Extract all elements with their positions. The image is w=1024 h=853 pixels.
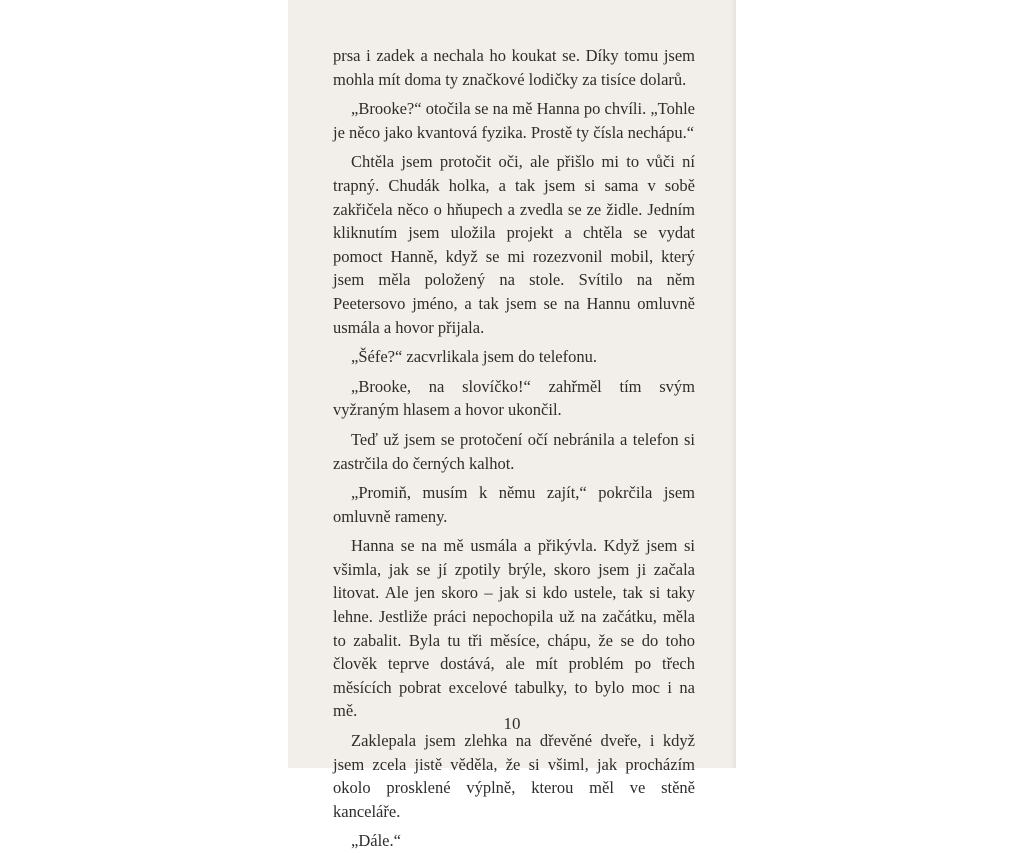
paragraph: Zaklepala jsem zlehka na dřevěné dveře, i když jsem zcela jistě věděla, že si všiml, jak procházím okolo prosklené výplně, kterou měl ve stěně kanceláře. — [333, 731, 695, 821]
paragraph: „Dále.“ — [351, 831, 401, 851]
paragraph: „Promiň, musím k němu zajít,“ pokrčila jsem omluvně rameny. — [333, 483, 695, 526]
paragraph: prsa i zadek a nechala ho koukat se. Díky tomu jsem mohla mít doma ty značkové lodičky za tisíce dolarů. — [333, 46, 695, 89]
paragraph: Teď už jsem se protočení očí nebránila a telefon si zastrčila do černých kalhot. — [333, 429, 695, 473]
paragraph: Chtěla jsem protočit oči, ale přišlo mi to vůči ní trapný. Chudák holka, a tak jsem si sama v sobě zakřičela něco o hňupech a zvedla se ze židle. Jedním kliknutím jsem uložila projekt a chtěla se vydat pomoct Hanně, když se mi rozezvonil mobil, který jsem měla položený na stole. Svítilo na něm Peetersovo jméno, a tak jsem se na Hannu omluvně usmála a hovor přijala. — [333, 152, 695, 337]
page-number: 10 — [503, 714, 521, 733]
paragraph: „Brooke, na slovíčko!“ zahřměl tím svým vyžraným hlasem a hovor ukončil. — [333, 376, 695, 420]
book-page — [288, 0, 736, 851]
paragraph: „Brooke?“ otočila se na mě Hanna po chvíli. „Tohle je něco jako kvantová fyzika. Prostě ty čísla nechápu.“ — [333, 99, 695, 142]
paragraph: „Šéfe?“ zacvrlikala jsem do telefonu. — [351, 347, 598, 367]
paragraph: Hanna se na mě usmála a přikývla. Když jsem si všimla, jak se jí zpotily brýle, skoro jsem ji začala litovat. Ale jen skoro – jak si kdo ustele, tak si taky lehne. Jestliže práci nepochopila už na začátku, měla to zabalit. Byla tu tři měsíce, chápu, že se do toho člověk teprve dostává, ale mít problém po třech měsících pobrat excelové tabulky, to bylo moc i na mě. — [333, 536, 695, 721]
